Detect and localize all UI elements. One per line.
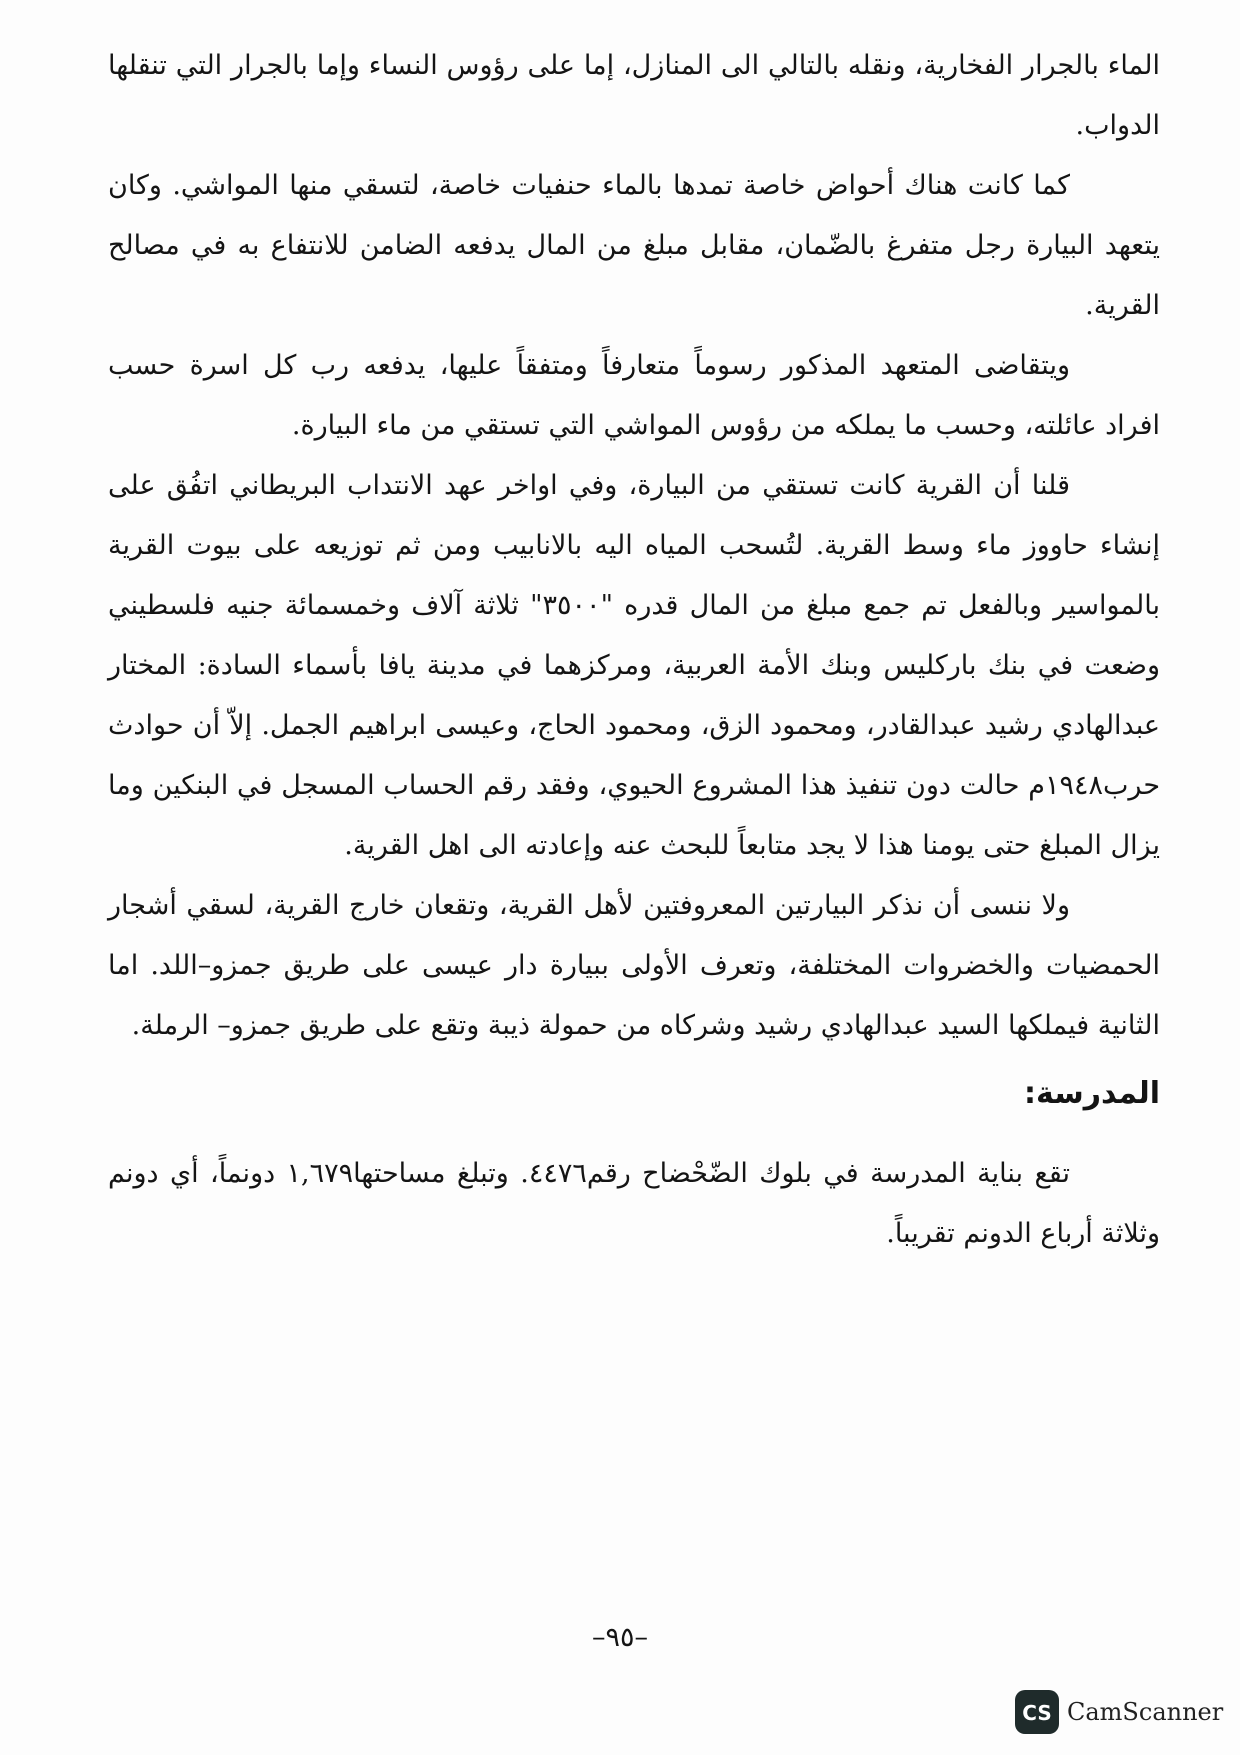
paragraph-orchards: ولا ننسى أن نذكر البيارتين المعروفتين لأهل القرية، وتقعان خارج القرية، لسقي أشجار الحمضيات والخضروات المختلفة، وتعرف الأولى ببيارة دار عيسى على طريق جمزو–اللد. اما الثانية فيملكها السيد عبدالهادي رشيد وشركاه من حمولة ذيبة وتقع على طريق جمزو– الرملة. — [108, 890, 1160, 1041]
section-heading-school: المدرسة: — [1024, 1076, 1160, 1111]
camscanner-logo-icon — [1015, 1690, 1059, 1734]
paragraph-water-troughs: كما كانت هناك أحواض خاصة تمدها بالماء حنفيات خاصة، لتسقي منها المواشي. وكان يتعهد البيارة رجل متفرغ بالضّمان، مقابل مبلغ من المال يدفعه الضامن للانتفاع به في مصالح القرية. — [108, 170, 1160, 321]
camscanner-watermark — [1015, 1690, 1223, 1734]
body-text — [108, 36, 1160, 1264]
paragraph-continuation: الماء بالجرار الفخارية، ونقله بالتالي الى المنازل، إما على رؤوس النساء وإما بالجرار التي تنقلها الدواب. — [108, 50, 1160, 141]
camscanner-logo-text: CS — [1022, 1701, 1052, 1725]
paragraph-school: تقع بناية المدرسة في بلوك الضّحْضاح رقم٤٤٧٦. وتبلغ مساحتها١,٦٧٩ دونماً، أي دونم وثلاثة أرباع الدونم تقريباً. — [108, 1158, 1160, 1249]
paragraph-water-tower: قلنا أن القرية كانت تستقي من البيارة، وفي اواخر عهد الانتداب البريطاني اتفُق على إنشاء حاووز ماء وسط القرية. لتُسحب المياه اليه بالانابيب ومن ثم توزيعه على بيوت القرية بالمواسير وبالفعل تم جمع مبلغ من المال قدره "٣٥٠٠" ثلاثة آلاف وخمسمائة جنيه فلسطيني وضعت في بنك باركليس وبنك الأمة العربية، ومركزهما في مدينة يافا بأسماء السادة: المختار عبدالهادي رشيد عبدالقادر، ومحمود الزق، ومحمود الحاج، وعيسى ابراهيم الجمل. إلاّ أن حوادث حرب١٩٤٨م حالت دون تنفيذ هذا المشروع الحيوي، وفقد رقم الحساب المسجل في البنكين وما يزال المبلغ حتى يومنا هذا لا يجد متابعاً للبحث عنه وإعادته الى اهل القرية. — [108, 470, 1161, 861]
page-number: –٩٥– — [591, 1622, 648, 1653]
paragraph-fees: ويتقاضى المتعهد المذكور رسوماً متعارفاً ومتفقاً عليها، يدفعه رب كل اسرة حسب افراد عائلته، وحسب ما يملكه من رؤوس المواشي التي تستقي من ماء البيارة. — [108, 350, 1160, 441]
camscanner-label: CamScanner — [1067, 1698, 1224, 1726]
